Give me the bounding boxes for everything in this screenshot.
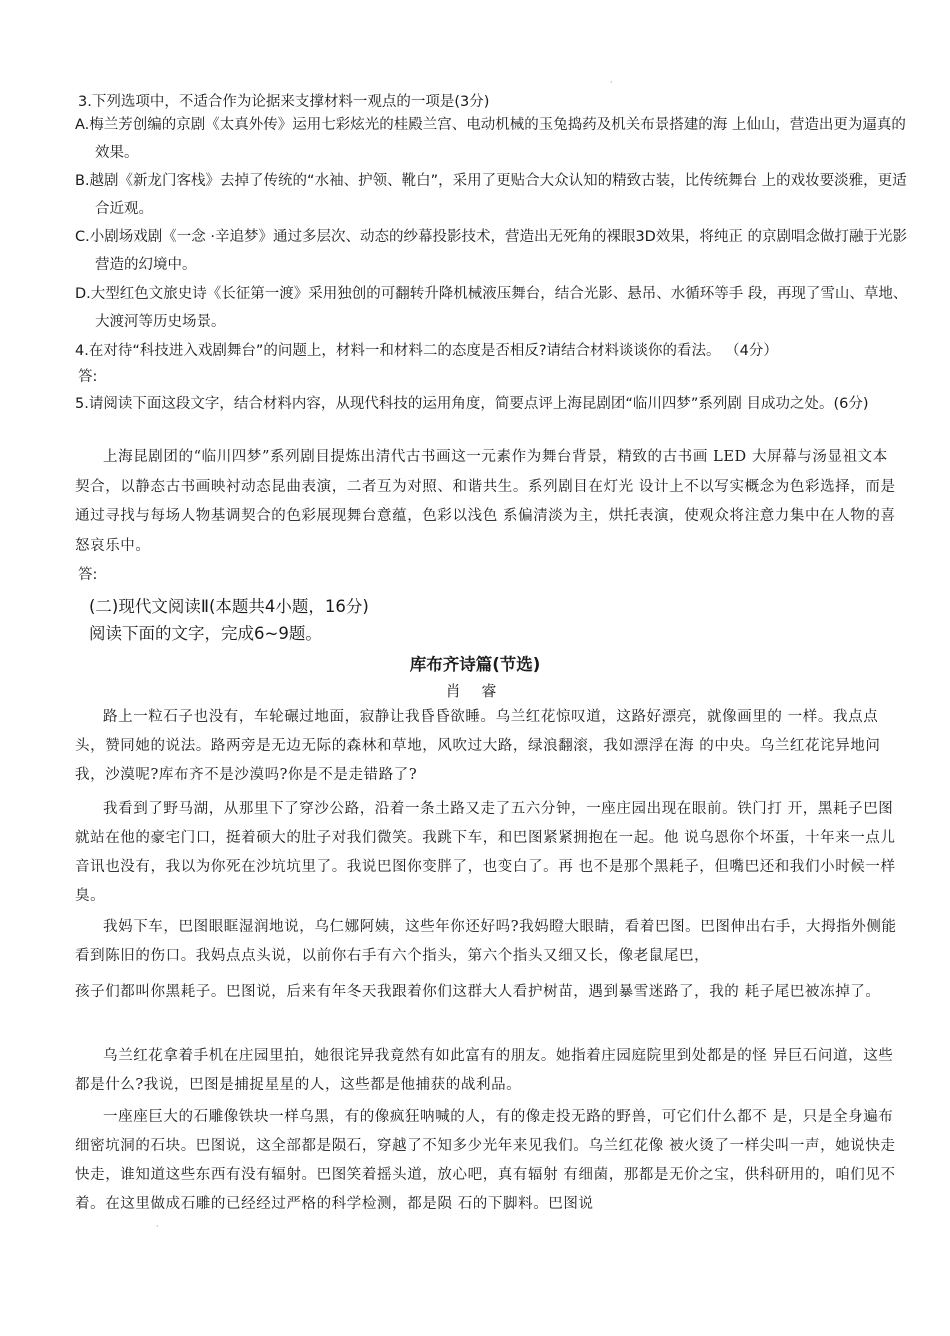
question-4-answer-label: 答:	[78, 369, 98, 385]
article-paragraph-3: 我妈下车，巴图眼眶湿润地说，乌仁娜阿姨，这些年你还好吗?我妈瞪大眼睛，看着巴图。巴图伸出右手，大拇指外侧能看到陈旧的伤口。我妈点点头说，以前你右手有六个指头，第六个指头又细又长，像老鼠尾巴，	[75, 919, 897, 964]
article-paragraph-4: 乌兰红花拿着手机在庄园里拍，她很诧异我竟然有如此富有的朋友。她指着庄园庭院里到处都是的怪 异巨石问道，这些都是什么?我说，巴图是捕捉星星的人，这些都是他捕获的战利品。	[75, 1048, 894, 1093]
question-5-quote: 上海昆剧团的“临川四梦”系列剧目提炼出清代古书画这一元素作为舞台背景，精致的古书画 LED 大屏幕与汤显祖文本契合，以静态古书画映衬动态昆曲表演，二者互为对照、和谐共生。系列剧目在灯光 设计上不以写实概念为色彩选择，而是通过寻找与每场人物基调契合的色彩展现舞台意蕴，色彩以浅色 系偏清淡为主，烘托表演，使观众将注意力集中在人物的喜怒哀乐中。	[75, 449, 896, 554]
question-3-option-c: C.小剧场戏剧《一念 ·辛追梦》通过多层次、动态的纱幕投影技术，营造出无死角的裸眼3D效果，将纯正 的京剧唱念做打融于光影营造的幻境中。	[75, 229, 907, 273]
question-3-stem: 3.下列选项中，不适合作为论据来支撑材料一观点的一项是(3分)	[78, 94, 490, 110]
section-heading: (二)现代文阅读Ⅱ(本题共4小题，16分)	[89, 597, 369, 616]
article-paragraph-1: 路上一粒石子也没有，车轮碾过地面，寂静让我昏昏欲睡。乌兰红花惊叹道，这路好漂亮，就像画里的 一样。我点点头，赞同她的说法。路两旁是无边无际的森林和草地，风吹过大路，绿浪翻滚，我如漂浮在海 的中央。乌兰红花诧异地问我，沙漠呢?库布齐不是沙漠吗?你是不是走错路了?	[75, 709, 881, 783]
scan-speck-2: ·	[156, 1222, 159, 1231]
scan-speck: ·	[610, 78, 613, 87]
question-5-answer-label: 答:	[78, 567, 98, 583]
article-author: 肖 睿	[445, 682, 505, 700]
question-3-option-d: D.大型红色文旅史诗《长征第一渡》采用独创的可翻转升降机械液压舞台，结合光影、悬吊、水循环等手 段，再现了雪山、草地、大渡河等历史场景。	[75, 286, 908, 330]
question-3-option-a: A.梅兰芳创编的京剧《太真外传》运用七彩炫光的桂殿兰宫、电动机械的玉兔捣药及机关布景搭建的海 上仙山，营造出更为逼真的效果。	[75, 117, 906, 161]
question-3-option-b: B.越剧《新龙门客栈》去掉了传统的“水袖、护领、靴白”，采用了更贴合大众认知的精致古装，比传统舞台 上的戏妆要淡雅，更适合近观。	[75, 173, 907, 217]
article-paragraph-3-continued: 孩子们都叫你黑耗子。巴图说，后来有年冬天我跟着你们这群大人看护树苗，遇到暴雪迷路了，我的 耗子尾巴被冻掉了。	[75, 984, 881, 1000]
question-5-stem: 5.请阅读下面这段文字，结合材料内容，从现代科技的运用角度，简要点评上海昆剧团“临川四梦”系列剧 目成功之处。(6分)	[75, 396, 869, 412]
article-title: 库布齐诗篇(节选)	[409, 655, 541, 674]
article-paragraph-5: 一座座巨大的石雕像铁块一样乌黑，有的像疯狂呐喊的人，有的像走投无路的野兽，可它们什么都不 是，只是全身遍布细密坑洞的石块。巴图说，这全部都是陨石，穿越了不知多少光年来见我们。乌兰红花像 被火烫了一样尖叫一声，她说快走快走，谁知道这些东西有没有辐射。巴图笑着摇头道，放心吧，真有辐射 有细菌，那都是无价之宝，供科研用的，咱们见不着。在这里做成石雕的已经经过严格的科学检测，都是陨 石的下脚料。巴图说	[75, 1109, 896, 1212]
article-paragraph-2: 我看到了野马湖，从那里下了穿沙公路，沿着一条土路又走了五六分钟，一座庄园出现在眼前。铁门打 开，黑耗子巴图就站在他的豪宅门口，挺着硕大的肚子对我们微笑。我跳下车，和巴图紧紧拥抱在一起。他 说乌恩你个坏蛋，十年来一点儿音讯也没有，我以为你死在沙坑坑里了。我说巴图你变胖了，也变白了。再 也不是那个黑耗子，但嘴巴还和我们小时候一样臭。	[75, 801, 896, 904]
question-4-stem: 4.在对待“科技进入戏剧舞台”的问题上，材料一和材料二的态度是否相反?请结合材料谈谈你的看法。 （4分）	[75, 343, 778, 359]
section-instruction: 阅读下面的文字，完成6~9题。	[89, 624, 322, 643]
